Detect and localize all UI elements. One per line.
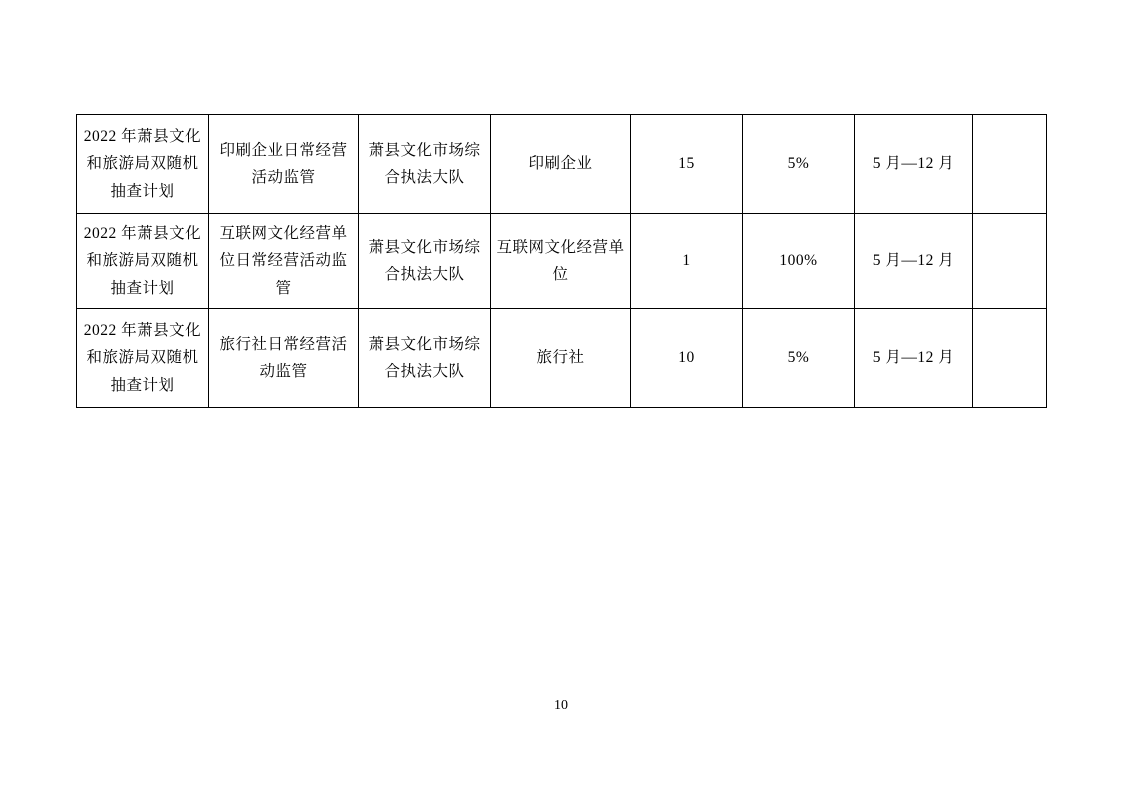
table-row <box>77 214 1047 309</box>
cell-unit: 萧县文化市场综合执法大队 <box>359 115 491 214</box>
cell-ratio: 5% <box>743 309 855 408</box>
page-number: 10 <box>554 698 568 713</box>
cell-task: 印刷企业日常经营活动监管 <box>209 115 359 214</box>
cell-period: 5 月—12 月 <box>855 115 973 214</box>
inspection-plan-table-wrapper <box>76 114 1046 408</box>
cell-remark <box>973 214 1047 309</box>
cell-remark <box>973 115 1047 214</box>
inspection-plan-table <box>76 114 1047 408</box>
cell-ratio: 5% <box>743 115 855 214</box>
cell-period: 5 月—12 月 <box>855 214 973 309</box>
cell-task: 互联网文化经营单位日常经营活动监管 <box>209 214 359 309</box>
cell-target: 互联网文化经营单位 <box>491 214 631 309</box>
table-row <box>77 115 1047 214</box>
cell-task: 旅行社日常经营活动监管 <box>209 309 359 408</box>
cell-remark <box>973 309 1047 408</box>
cell-plan: 2022 年萧县文化和旅游局双随机抽查计划 <box>77 115 209 214</box>
cell-count: 10 <box>631 309 743 408</box>
cell-count: 1 <box>631 214 743 309</box>
cell-unit: 萧县文化市场综合执法大队 <box>359 214 491 309</box>
cell-plan: 2022 年萧县文化和旅游局双随机抽查计划 <box>77 214 209 309</box>
cell-target: 印刷企业 <box>491 115 631 214</box>
cell-ratio: 100% <box>743 214 855 309</box>
cell-target: 旅行社 <box>491 309 631 408</box>
table-row <box>77 309 1047 408</box>
cell-count: 15 <box>631 115 743 214</box>
cell-plan: 2022 年萧县文化和旅游局双随机抽查计划 <box>77 309 209 408</box>
cell-unit: 萧县文化市场综合执法大队 <box>359 309 491 408</box>
cell-period: 5 月—12 月 <box>855 309 973 408</box>
